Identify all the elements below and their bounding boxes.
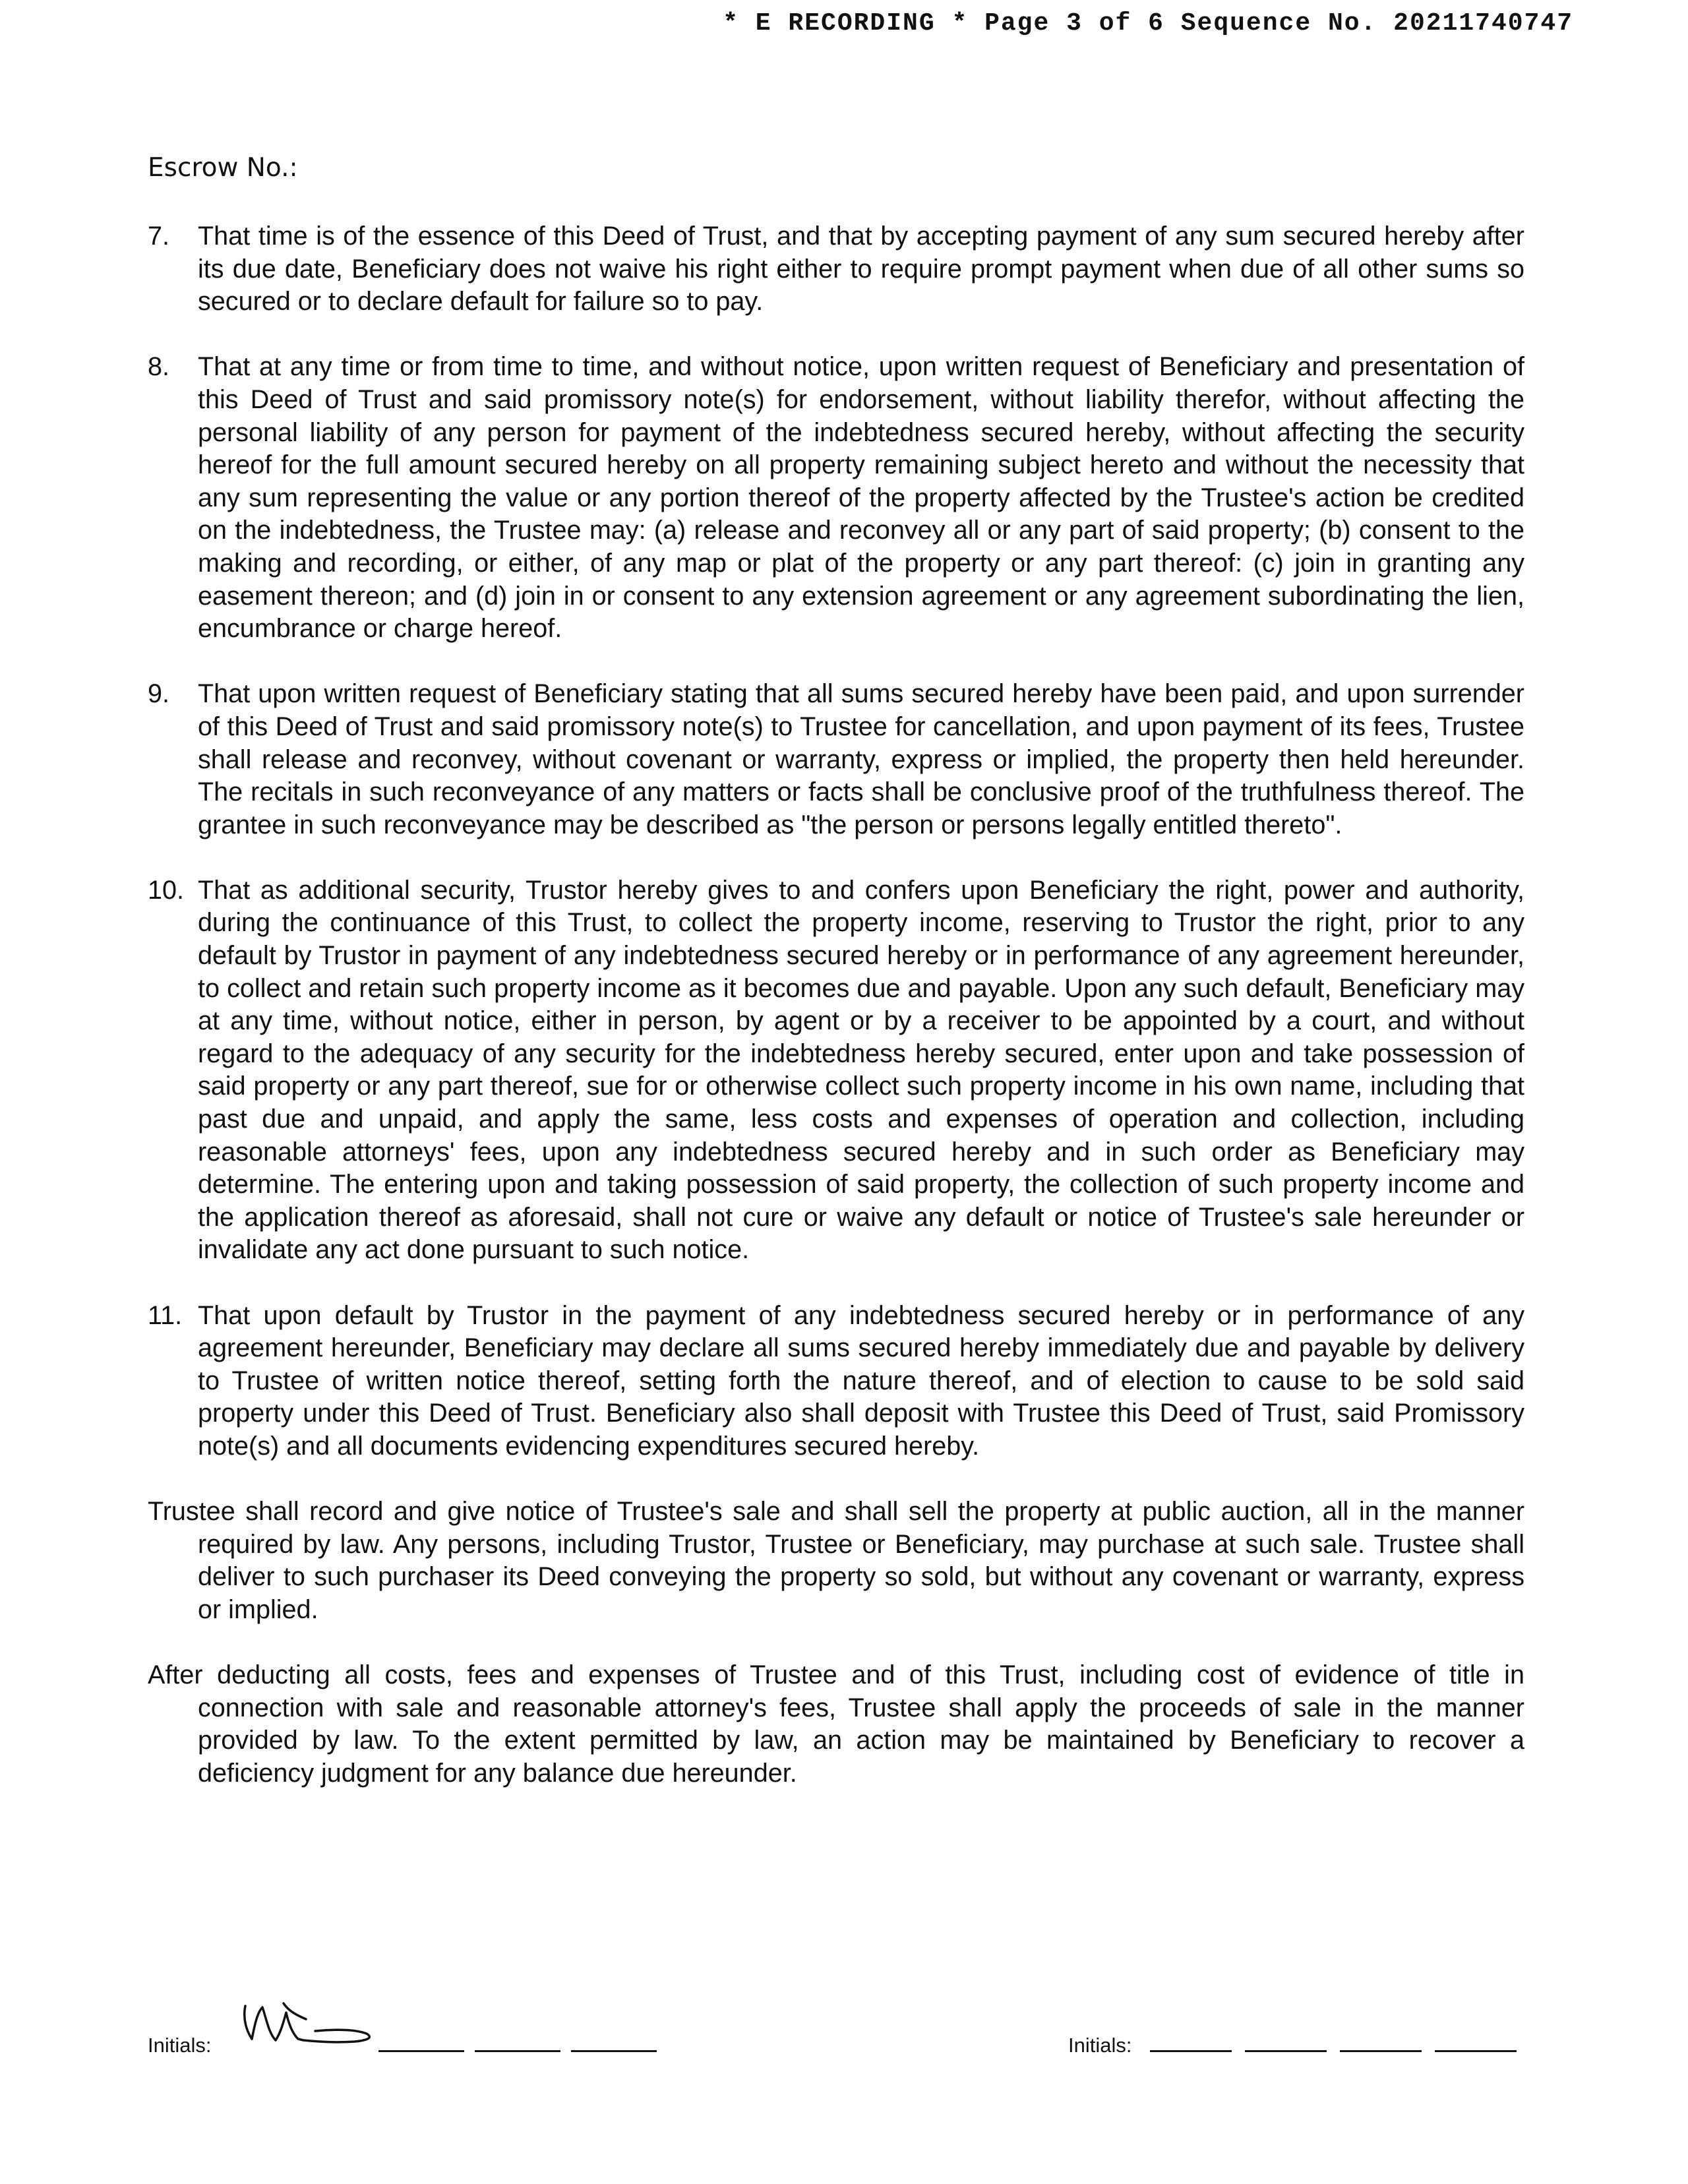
deed-body [148, 220, 1524, 1823]
initials-blank[interactable] [1435, 2050, 1517, 2052]
handwritten-initials-signature [237, 1993, 382, 2065]
recording-header: * E RECORDING * Page 3 of 6 Sequence No. 20211740747 [723, 9, 1573, 38]
initials-block-left [148, 2006, 688, 2072]
initials-blank[interactable] [1340, 2050, 1422, 2052]
initials-blank[interactable] [1245, 2050, 1327, 2052]
initials-blank[interactable] [378, 2050, 464, 2052]
initials-blank[interactable] [1150, 2050, 1232, 2052]
clause-number: 9. [148, 679, 170, 709]
clause-8 [148, 351, 1524, 645]
initials-blank[interactable] [475, 2050, 560, 2052]
clause-text: That upon written request of Beneficiary stating that all sums secured hereby have been paid, and upon surrender of this Deed of Trust and said promissory note(s) to Trustee for cancellation, and upon payment of its fees, Trustee shall release and reconvey, without covenant or warranty, express or implied, the property then held hereunder. The recitals in such reconveyance of any matters or facts shall be conclusive proof of the truthfulness thereof. The grantee in such reconveyance may be described as "the person or persons legally entitled thereto". [198, 679, 1524, 839]
clause-number: 10. [148, 875, 185, 905]
clause-text: That upon default by Trustor in the payment of any indebtedness secured hereby or in performance of any agreement hereunder, Beneficiary may declare all sums secured hereby immediately due and payable by delivery to Trustee of written notice thereof, setting forth the nature thereof, and of election to cause to be sold said property under this Deed of Trust. Beneficiary also shall deposit with Trustee this Deed of Trust, said Promissory note(s) and all documents evidencing expenditures secured hereby. [198, 1300, 1524, 1461]
clause-text: That at any time or from time to time, and without notice, upon written request of Beneficiary and presentation of this Deed of Trust and said promissory note(s) for endorsement, without liability therefor, without affecting the personal liability of any person for payment of the indebtedness secured hereby, without affecting the security hereof for the full amount secured hereby on all property remaining subject hereto and without the necessity that any sum representing the value or any portion thereof of the property affected by the Trustee's action be credited on the indebtedness, the Trustee may: (a) release and reconvey all or any part of said property; (b) consent to the making and recording, or either, of any map or plat of the property or any part thereof: (c) join in granting any easement thereon; and (d) join in or consent to any extension agreement or any agreement subordinating the lien, encumbrance or charge hereof. [198, 352, 1524, 644]
clause-number: 8. [148, 352, 170, 382]
clause-number: 11. [148, 1300, 183, 1330]
clause-number: 7. [148, 222, 170, 251]
initials-blank[interactable] [571, 2050, 657, 2052]
initials-label-left: Initials: [148, 2034, 212, 2057]
escrow-number-label: Escrow No.: [148, 153, 298, 183]
trustee-sale-paragraph: Trustee shall record and give notice of Trustee's sale and shall sell the property at public auction, all in the manner required by law. Any persons, including Trustor, Trustee or Beneficiary, may purchase at such sale. Trustee shall deliver to such purchaser its Deed conveying the property so sold, but without any covenant or warranty, express or implied. [148, 1497, 1524, 1624]
clause-10 [148, 874, 1524, 1267]
proceeds-paragraph: After deducting all costs, fees and expenses of Trustee and of this Trust, including cost of evidence of title in connection with sale and reasonable attorney's fees, Trustee shall apply the proceeds of sale in the manner provided by law. To the extent permitted by law, an action may be maintained by Beneficiary to recover a deficiency judgment for any balance due hereunder. [148, 1660, 1524, 1788]
initials-label-right: Initials: [1068, 2034, 1132, 2057]
clause-text: That time is of the essence of this Deed of Trust, and that by accepting payment of any sum secured hereby after its due date, Beneficiary does not waive his right either to require prompt payment when due of all other sums so secured or to declare default for failure so to pay. [198, 222, 1524, 317]
clause-7 [148, 220, 1524, 318]
clause-text: That as additional security, Trustor hereby gives to and confers upon Beneficiary the right, power and authority, during the continuance of this Trust, to collect the property income, reserving to Trustor the right, prior to any default by Trustor in payment of any indebtedness secured hereby or in performance of any agreement hereunder, to collect and retain such property income as it becomes due and payable. Upon any such default, Beneficiary may at any time, without notice, either in person, by agent or by a receiver to be appointed by a court, and without regard to the adequacy of any security for the indebtedness hereby secured, enter upon and take possession of said property or any part thereof, sue for or otherwise collect such property income in his own name, including that past due and unpaid, and apply the same, less costs and expenses of operation and collection, including reasonable attorneys' fees, upon any indebtedness secured hereby and in such order as Beneficiary may determine. The entering upon and taking possession of said property, the collection of such property income and the application thereof as aforesaid, shall not cure or waive any default or notice of Trustee's sale hereunder or invalidate any act done pursuant to such notice. [198, 875, 1524, 1265]
clause-9 [148, 678, 1524, 841]
initials-block-right [1068, 2006, 1530, 2072]
clause-11 [148, 1300, 1524, 1463]
